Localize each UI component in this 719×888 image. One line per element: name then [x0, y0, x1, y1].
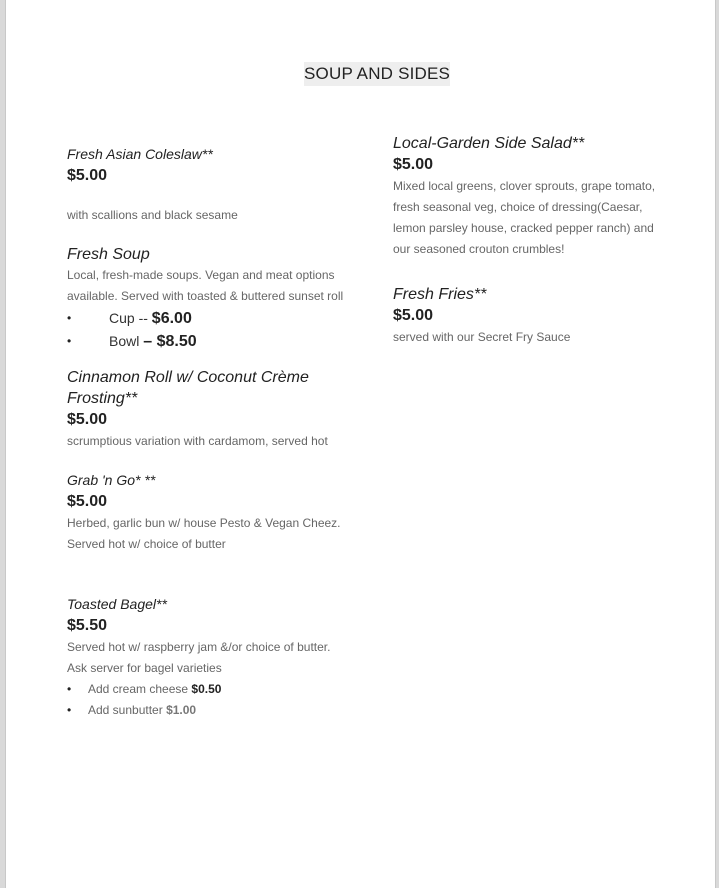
option-price: – $8.50: [143, 333, 197, 350]
item-price: $5.00: [67, 493, 108, 510]
menu-item-fresh-fries: [393, 284, 683, 348]
addon-price: $1.00: [166, 703, 197, 717]
item-price: $5.00: [67, 411, 108, 428]
item-name-line: Frosting**: [67, 390, 138, 407]
item-description-line: Served hot w/ choice of butter: [67, 537, 226, 551]
item-description-line: Ask server for bagel varieties: [67, 661, 222, 675]
menu-item-side-salad: [393, 133, 683, 260]
item-description-line: Local, fresh-made soups. Vegan and meat options: [67, 268, 335, 282]
soup-size-options: [67, 307, 367, 353]
item-name: Toasted Bagel**: [67, 596, 167, 612]
addon-cream-cheese: [67, 679, 367, 700]
menu-item-grab-n-go: [67, 470, 367, 555]
menu-item-coleslaw: [67, 144, 367, 226]
item-description-line: fresh seasonal veg, choice of dressing(Caesar,: [393, 200, 643, 214]
soup-option-cup: [67, 307, 367, 330]
item-description: scrumptious variation with cardamom, served hot: [67, 434, 328, 448]
menu-item-soup: [67, 244, 367, 353]
item-description-line: our seasoned crouton crumbles!: [393, 242, 565, 256]
item-description-line: Herbed, garlic bun w/ house Pesto & Vegan Cheez.: [67, 516, 341, 530]
item-description: served with our Secret Fry Sauce: [393, 330, 571, 344]
addon-sunbutter: [67, 700, 367, 721]
left-column: [67, 144, 367, 739]
item-name: Local-Garden Side Salad**: [393, 135, 585, 152]
item-description: with scallions and black sesame: [67, 208, 238, 222]
addon-label: Add cream cheese: [88, 682, 192, 696]
item-name: Fresh Soup: [67, 246, 150, 263]
page-title: SOUP AND SIDES: [304, 62, 450, 86]
menu-item-toasted-bagel: [67, 594, 367, 721]
item-price: $5.00: [393, 156, 434, 173]
bagel-addons: [67, 679, 367, 721]
item-name: Fresh Fries**: [393, 286, 487, 303]
item-price: $5.00: [67, 167, 108, 184]
option-label: Cup --: [109, 310, 152, 326]
item-price: $5.00: [393, 307, 434, 324]
addon-price: $0.50: [191, 682, 222, 696]
item-price: $5.50: [67, 617, 108, 634]
option-price: $6.00: [151, 310, 192, 327]
addon-label: Add sunbutter: [88, 703, 167, 717]
item-description-line: available. Served with toasted & buttered sunset roll: [67, 289, 344, 303]
item-description-line: Served hot w/ raspberry jam &/or choice of butter.: [67, 640, 331, 654]
item-description-line: Mixed local greens, clover sprouts, grape tomato,: [393, 179, 656, 193]
right-column: [393, 133, 683, 366]
soup-option-bowl: [67, 330, 367, 353]
item-name-line: Cinnamon Roll w/ Coconut Crème: [67, 369, 309, 386]
document-page: [5, 0, 716, 888]
item-description-line: lemon parsley house, cracked pepper ranch) and: [393, 221, 654, 235]
item-name: Grab 'n Go* **: [67, 472, 156, 488]
menu-item-cinnamon-roll: [67, 367, 367, 452]
option-label: Bowl: [109, 333, 144, 349]
item-name: Fresh Asian Coleslaw**: [67, 146, 213, 162]
